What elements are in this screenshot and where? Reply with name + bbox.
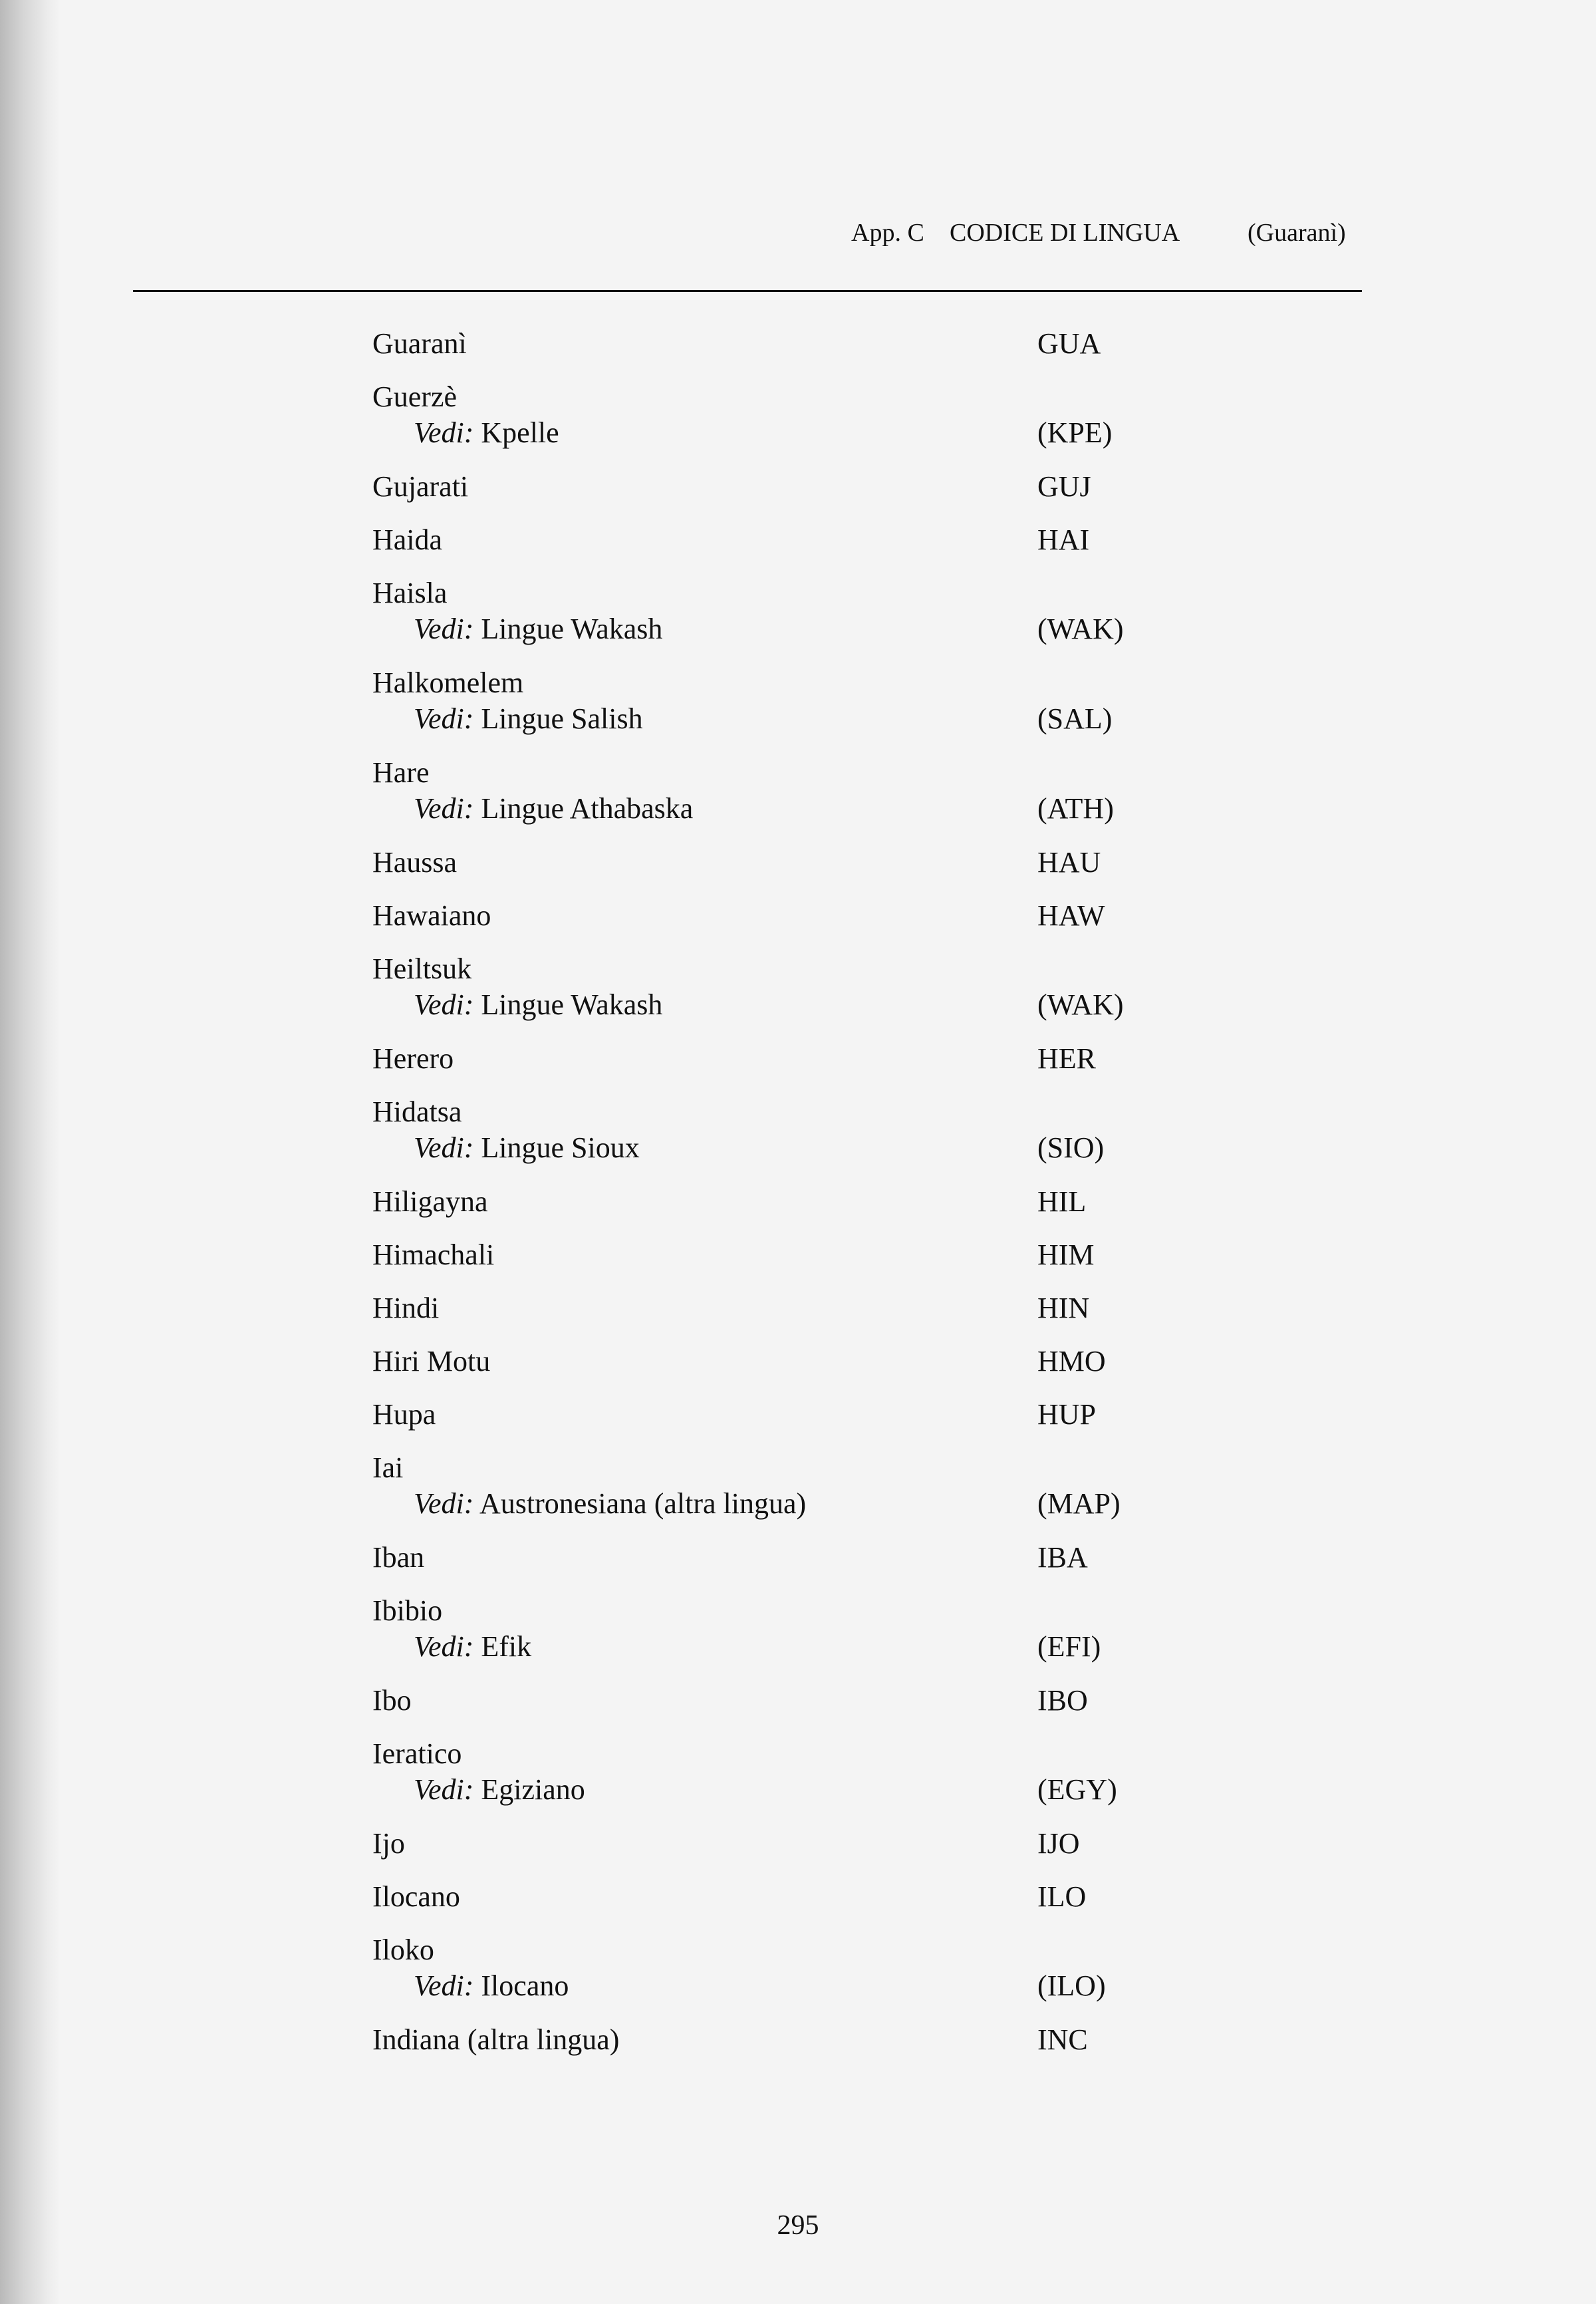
entry-term: Haisla — [372, 577, 448, 609]
entry-term: Himachali — [372, 1238, 495, 1271]
entry-row — [372, 522, 1144, 575]
entry-row — [372, 1041, 1144, 1094]
entry-row — [372, 1736, 1144, 1826]
see-label: Vedi: — [414, 988, 474, 1021]
entry-code: (EGY) — [1037, 1773, 1117, 1806]
entry-code: HAI — [1037, 523, 1090, 556]
entry-row — [372, 665, 1144, 755]
entry-row — [372, 755, 1144, 845]
entry-row — [372, 951, 1144, 1041]
entry-row — [372, 575, 1144, 665]
entry-see-reference — [414, 1772, 585, 1808]
entry-row — [372, 1094, 1144, 1184]
entry-row — [372, 1683, 1144, 1736]
entry-term: Hiri Motu — [372, 1345, 491, 1377]
entry-see-reference — [414, 987, 662, 1023]
entry-see-reference — [414, 701, 643, 737]
entry-row — [372, 1397, 1144, 1450]
see-target: Ilocano — [481, 1969, 569, 2002]
entry-see-reference — [414, 1486, 806, 1522]
entry-code: IBA — [1037, 1541, 1088, 1574]
entry-see-reference — [414, 1629, 531, 1665]
entry-term: Hiligayna — [372, 1185, 488, 1218]
entry-term: Hidatsa — [372, 1095, 462, 1128]
entry-term: Hindi — [372, 1292, 440, 1324]
entry-code: HAU — [1037, 846, 1101, 879]
entry-row — [372, 898, 1144, 951]
entry-row — [372, 1344, 1144, 1397]
entry-code: (SAL) — [1037, 702, 1113, 735]
see-label: Vedi: — [414, 1630, 474, 1663]
entry-term: Hare — [372, 756, 430, 789]
entry-code: HAW — [1037, 899, 1105, 932]
entry-row — [372, 845, 1144, 898]
entry-code: HIM — [1037, 1238, 1095, 1271]
see-target: Egiziano — [481, 1773, 585, 1806]
entry-code: HER — [1037, 1042, 1096, 1075]
entry-row — [372, 1290, 1144, 1344]
entry-row — [372, 1450, 1144, 1540]
see-target: Austronesiana (altra lingua) — [479, 1487, 807, 1520]
entry-row — [372, 1932, 1144, 2022]
entry-code: (WAK) — [1037, 613, 1124, 645]
entry-row — [372, 1879, 1144, 1932]
entry-code: HMO — [1037, 1345, 1106, 1377]
page-number: 295 — [777, 2210, 819, 2241]
entry-code: ILO — [1037, 1880, 1087, 1913]
entry-term: Indiana (altra lingua) — [372, 2023, 620, 2056]
see-target: Kpelle — [481, 416, 559, 449]
entry-term: Haida — [372, 523, 443, 556]
entry-term: Hupa — [372, 1398, 436, 1431]
entry-term: Ieratico — [372, 1737, 462, 1770]
entry-term: Iloko — [372, 1934, 434, 1966]
entry-term: Haussa — [372, 846, 458, 879]
entry-row — [372, 2022, 1144, 2075]
running-header — [851, 212, 1383, 251]
entry-term: Heiltsuk — [372, 952, 472, 985]
see-label: Vedi: — [414, 1131, 474, 1164]
entry-code: HIN — [1037, 1292, 1090, 1324]
see-label: Vedi: — [414, 613, 474, 645]
entry-term: Ijo — [372, 1827, 405, 1860]
entry-see-reference — [414, 1968, 569, 2004]
entry-list — [372, 326, 1144, 2075]
see-target: Lingue Salish — [481, 702, 643, 735]
entry-code: GUA — [1037, 327, 1101, 360]
entry-code: IJO — [1037, 1827, 1080, 1860]
entry-code: (ATH) — [1037, 792, 1114, 825]
entry-term: Ilocano — [372, 1880, 460, 1913]
entry-row — [372, 326, 1144, 379]
see-target: Efik — [481, 1630, 532, 1663]
entry-term: Ibo — [372, 1684, 412, 1717]
entry-term: Iai — [372, 1451, 404, 1484]
header-title: CODICE DI LINGUA — [950, 219, 1180, 247]
entry-code: IBO — [1037, 1684, 1088, 1717]
entry-term: Gujarati — [372, 470, 469, 503]
page-gutter-shadow — [0, 0, 60, 2304]
entry-row — [372, 1826, 1144, 1879]
header-range: (Guaranì) — [1248, 219, 1346, 247]
header-rule — [133, 290, 1362, 292]
header-appendix: App. C — [851, 219, 924, 247]
entry-row — [372, 379, 1144, 469]
entry-term: Hawaiano — [372, 899, 491, 932]
entry-code: (KPE) — [1037, 416, 1113, 449]
entry-row — [372, 1540, 1144, 1593]
see-target: Lingue Wakash — [481, 613, 663, 645]
entry-see-reference — [414, 791, 693, 827]
entry-code: (SIO) — [1037, 1131, 1105, 1164]
see-target: Lingue Athabaska — [481, 792, 694, 825]
entry-term: Iban — [372, 1541, 425, 1574]
entry-code: INC — [1037, 2023, 1088, 2056]
entry-term: Herero — [372, 1042, 454, 1075]
entry-code: GUJ — [1037, 470, 1091, 503]
entry-see-reference — [414, 1130, 640, 1166]
see-label: Vedi: — [414, 702, 474, 735]
entry-row — [372, 469, 1144, 522]
entry-code: HUP — [1037, 1398, 1097, 1431]
entry-row — [372, 1184, 1144, 1237]
see-label: Vedi: — [414, 792, 474, 825]
see-label: Vedi: — [414, 1773, 474, 1806]
entry-see-reference — [414, 415, 559, 451]
entry-code: (WAK) — [1037, 988, 1124, 1021]
see-label: Vedi: — [414, 1969, 474, 2002]
entry-code: (EFI) — [1037, 1630, 1101, 1663]
see-target: Lingue Sioux — [481, 1131, 640, 1164]
entry-term: Halkomelem — [372, 666, 524, 699]
entry-term: Ibibio — [372, 1594, 443, 1627]
entry-term: Guerzè — [372, 380, 458, 413]
entry-term: Guaranì — [372, 327, 467, 360]
entry-code: (MAP) — [1037, 1487, 1121, 1520]
entry-see-reference — [414, 611, 662, 647]
see-label: Vedi: — [414, 1487, 474, 1520]
entry-code: (ILO) — [1037, 1969, 1106, 2002]
see-label: Vedi: — [414, 416, 474, 449]
entry-row — [372, 1593, 1144, 1683]
see-target: Lingue Wakash — [481, 988, 663, 1021]
entry-row — [372, 1237, 1144, 1290]
entry-code: HIL — [1037, 1185, 1087, 1218]
